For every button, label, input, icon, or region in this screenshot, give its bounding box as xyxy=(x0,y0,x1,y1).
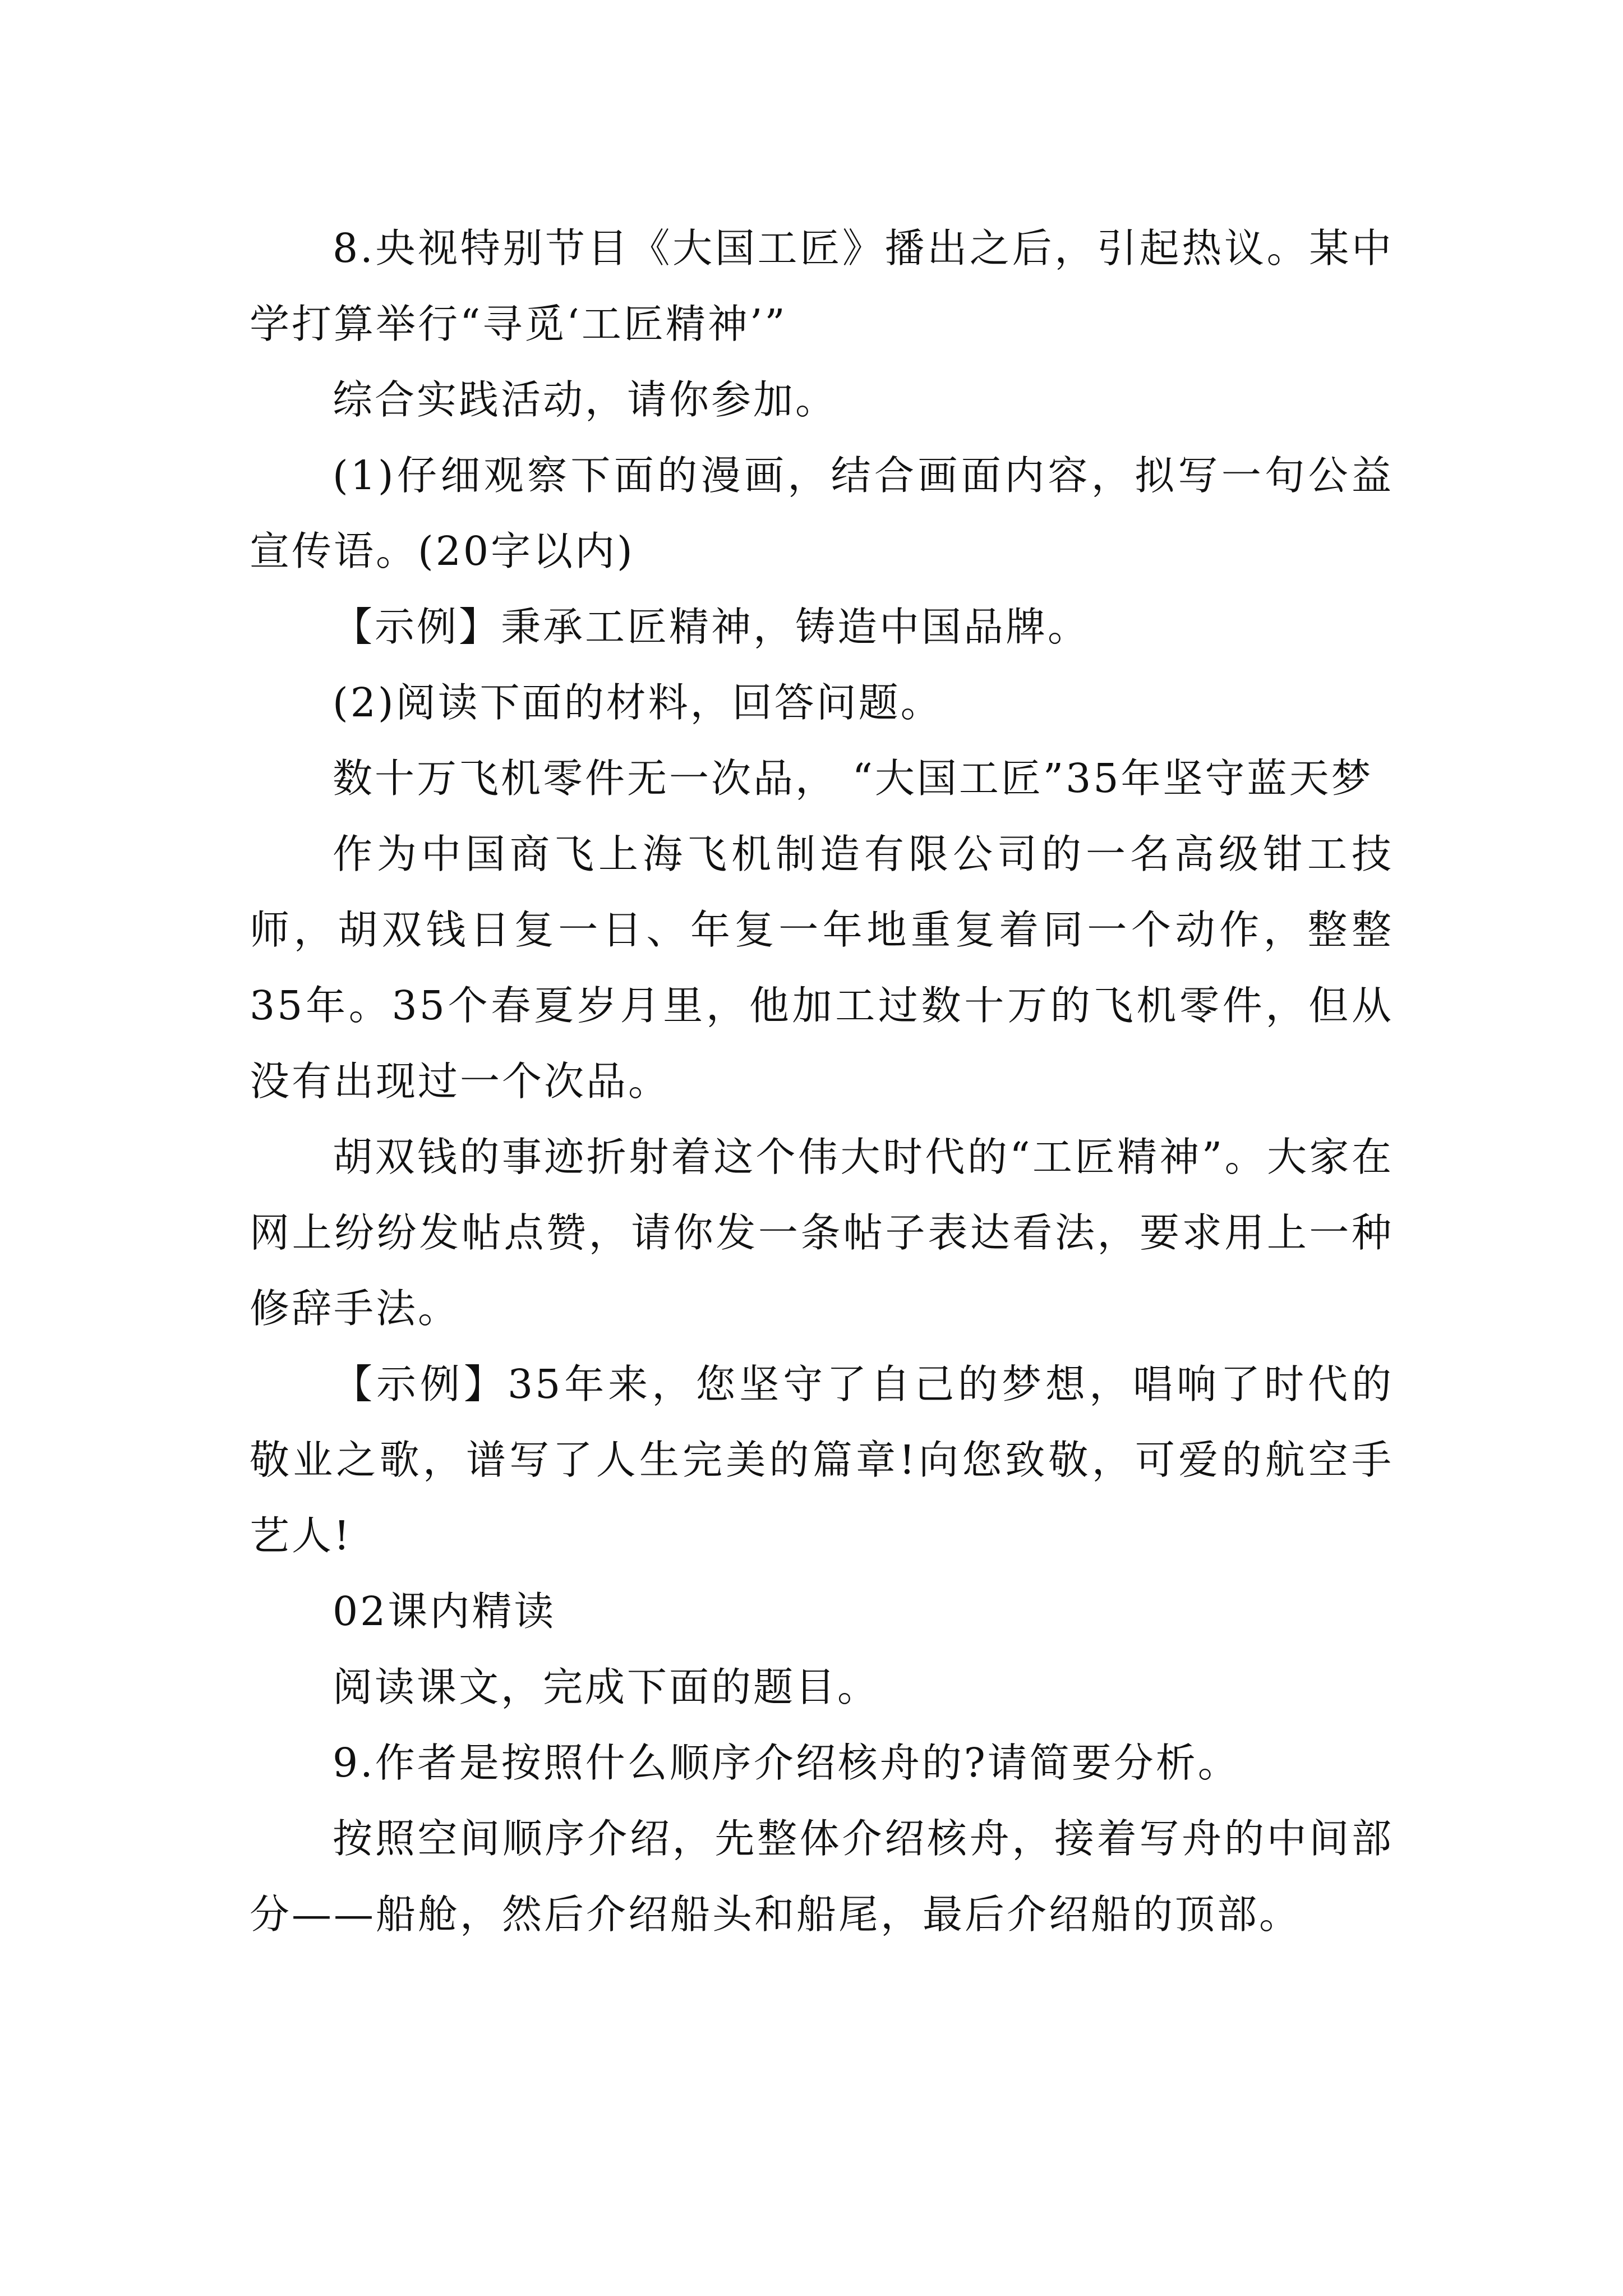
material-headline: 数十万飞机零件无一次品， “大国工匠”35年坚守蓝天梦 xyxy=(333,755,1373,802)
question-8-intro-continued: 综合实践活动，请你参加。 xyxy=(333,376,838,423)
question-8-intro: 8.央视特别节目《大国工匠》播出之后，引起热议。某中学打算举行“寻觅‘工匠精神’” xyxy=(250,225,1394,347)
question-8-part-1: (1)仔细观察下面的漫画，结合画面内容，拟写一句公益宣传语。(20字以内) xyxy=(250,452,1394,574)
question-8-part-2: (2)阅读下面的材料，回答问题。 xyxy=(333,679,943,726)
reading-instruction: 阅读课文，完成下面的题目。 xyxy=(333,1664,880,1710)
document-body xyxy=(250,210,1394,1952)
example-answer-2: 【示例】35年来，您坚守了自己的梦想，唱响了时代的敬业之歌，谱写了人生完美的篇章!向您致敬，可爱的航空手艺人! xyxy=(250,1361,1394,1559)
example-answer-1: 【示例】秉承工匠精神，铸造中国品牌。 xyxy=(333,604,1090,650)
answer-9: 按照空间顺序介绍，先整体介绍核舟，接着写舟的中间部分——船舱，然后介绍船头和船尾，最后介绍船的顶部。 xyxy=(250,1815,1394,1938)
material-paragraph-2: 胡双钱的事迹折射着这个伟大时代的“工匠精神”。大家在网上纷纷发帖点赞，请你发一条帖子表达看法，要求用上一种修辞手法。 xyxy=(250,1134,1394,1332)
material-paragraph-1: 作为中国商飞上海飞机制造有限公司的一名高级钳工技师，胡双钱日复一日、年复一年地重复着同一个动作，整整35年。35个春夏岁月里，他加工过数十万的飞机零件，但从没有出现过一个次品。 xyxy=(250,831,1394,1105)
section-heading: 02课内精读 xyxy=(333,1588,556,1635)
question-9: 9.作者是按照什么顺序介绍核舟的?请简要分析。 xyxy=(333,1740,1240,1786)
